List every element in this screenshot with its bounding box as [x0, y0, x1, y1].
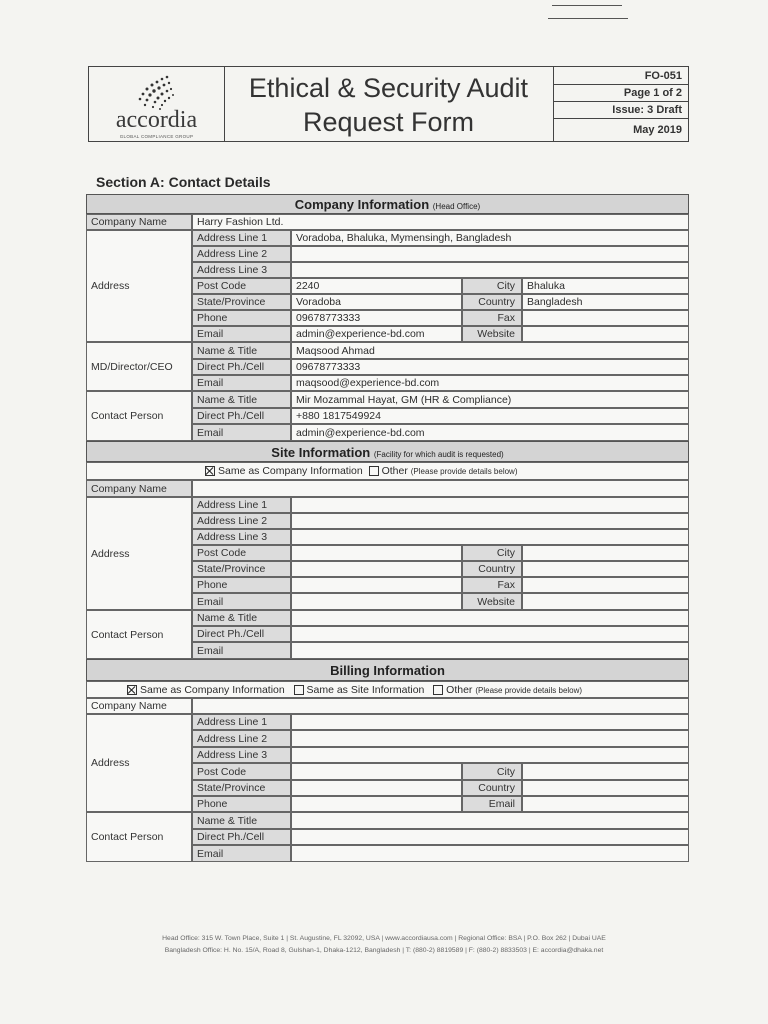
billing-addr2-field[interactable]: [291, 730, 689, 747]
billing-info-title: Billing Information: [330, 663, 445, 678]
billing-state-field[interactable]: [291, 780, 462, 796]
company-website-field[interactable]: [522, 326, 689, 342]
billing-other-note: (Please provide details below): [475, 686, 583, 695]
section-title: Section A: Contact Details: [96, 174, 271, 190]
company-info-band: [86, 194, 689, 214]
md-name-label: Name & Title: [192, 342, 291, 359]
document-header: [88, 66, 689, 142]
site-phone-label: Phone: [192, 577, 291, 593]
company-email-field[interactable]: admin@experience-bd.com: [291, 326, 462, 342]
billing-postcode-field[interactable]: [291, 763, 462, 780]
company-postcode-label: Post Code: [192, 278, 291, 294]
site-state-label: State/Province: [192, 561, 291, 577]
contact-name-field[interactable]: Mir Mozammal Hayat, GM (HR & Compliance): [291, 391, 689, 408]
company-postcode-field[interactable]: 2240: [291, 278, 462, 294]
billing-contact-email-field[interactable]: [291, 845, 689, 862]
billing-phone-label: Phone: [192, 796, 291, 812]
site-fax-field[interactable]: [522, 577, 689, 593]
billing-city-label: City: [462, 763, 522, 780]
site-city-label: City: [462, 545, 522, 561]
form-code: FO-051: [553, 67, 688, 85]
form-meta: [553, 67, 688, 141]
billing-city-field[interactable]: [522, 763, 689, 780]
site-contact-phone-label: Direct Ph./Cell: [192, 626, 291, 642]
site-addr1-field[interactable]: [291, 497, 689, 513]
company-email-label: Email: [192, 326, 291, 342]
billing-state-label: State/Province: [192, 780, 291, 796]
billing-contact-name-field[interactable]: [291, 812, 689, 829]
billing-email-field[interactable]: [522, 796, 689, 812]
company-name-label: Company Name: [86, 214, 192, 230]
site-postcode-field[interactable]: [291, 545, 462, 561]
site-phone-field[interactable]: [291, 577, 462, 593]
logo-wordmark: accordia: [115, 107, 198, 133]
logo-tagline: GLOBAL COMPLIANCE GROUP: [119, 134, 194, 139]
billing-addr1-field[interactable]: [291, 714, 689, 730]
billing-same-as-site-checkbox[interactable]: [294, 685, 304, 695]
site-contact-name-label: Name & Title: [192, 610, 291, 626]
billing-contact-phone-label: Direct Ph./Cell: [192, 829, 291, 845]
footer-head-office: Head Office: 315 W. Town Place, Suite 1 | St. Augustine, FL 32092, USA | www.accordiausa.com | Regional Office: BSA | P.O. Box 262 | Dubai UAE: [162, 935, 606, 942]
site-company-name-field[interactable]: [192, 480, 689, 497]
form-title-line2: Request Form: [302, 107, 475, 137]
site-contact-email-field[interactable]: [291, 642, 689, 659]
site-email-label: Email: [192, 593, 291, 610]
site-other-note: (Please provide details below): [410, 467, 518, 476]
form-title: [224, 67, 554, 141]
company-fax-field[interactable]: [522, 310, 689, 326]
md-email-label: Email: [192, 375, 291, 391]
billing-postcode-label: Post Code: [192, 763, 291, 780]
site-country-field[interactable]: [522, 561, 689, 577]
site-info-band: [86, 441, 689, 462]
company-addr3-label: Address Line 3: [192, 262, 291, 278]
billing-country-label: Country: [462, 780, 522, 796]
md-phone-label: Direct Ph./Cell: [192, 359, 291, 375]
billing-other-checkbox[interactable]: [433, 685, 443, 695]
company-phone-label: Phone: [192, 310, 291, 326]
billing-info-band: [86, 659, 689, 681]
billing-phone-field[interactable]: [291, 796, 462, 812]
billing-addr2-label: Address Line 2: [192, 730, 291, 747]
company-city-label: City: [462, 278, 522, 294]
site-contact-phone-field[interactable]: [291, 626, 689, 642]
company-info-title: Company Information: [294, 197, 430, 212]
contact-phone-label: Direct Ph./Cell: [192, 408, 291, 424]
billing-contact-email-label: Email: [192, 845, 291, 862]
billing-address-group-label: Address: [86, 714, 192, 812]
footer-bangladesh-office: Bangladesh Office: H. No. 15/A, Road 8, Gulshan-1, Dhaka-1212, Bangladesh | T: (880-2) 8819589 | F: (880-2) 8833503 | E: accordia@dhaka.net: [164, 947, 604, 954]
site-contact-email-label: Email: [192, 642, 291, 659]
form-title-line1: Ethical & Security Audit: [248, 73, 529, 103]
issue-status: Issue: 3 Draft: [553, 102, 688, 119]
contact-name-label: Name & Title: [192, 391, 291, 408]
md-phone-field[interactable]: 09678773333: [291, 359, 689, 375]
billing-company-name-field[interactable]: [192, 698, 689, 714]
site-postcode-label: Post Code: [192, 545, 291, 561]
billing-contact-phone-field[interactable]: [291, 829, 689, 845]
scan-artifact-line: [548, 18, 628, 19]
billing-other-label: Other: [446, 684, 473, 696]
site-address-group-label: Address: [86, 497, 192, 610]
site-info-subtitle: (Facility for which audit is requested): [373, 450, 504, 459]
site-options-row: [86, 462, 689, 480]
contact-phone-field[interactable]: +880 1817549924: [291, 408, 689, 424]
site-website-field[interactable]: [522, 593, 689, 610]
site-state-field[interactable]: [291, 561, 462, 577]
company-state-field[interactable]: Voradoba: [291, 294, 462, 310]
company-addr1-label: Address Line 1: [192, 230, 291, 246]
site-other-checkbox[interactable]: [369, 466, 379, 476]
md-name-field[interactable]: Maqsood Ahmad: [291, 342, 689, 359]
billing-same-as-company-checkbox[interactable]: [127, 685, 137, 695]
company-info-subtitle: (Head Office): [432, 202, 481, 211]
billing-country-field[interactable]: [522, 780, 689, 796]
billing-options-row: [86, 681, 689, 698]
site-addr2-field[interactable]: [291, 513, 689, 529]
site-same-as-company-checkbox[interactable]: [205, 466, 215, 476]
page-number: Page 1 of 2: [553, 85, 688, 102]
company-address-group-label: Address: [86, 230, 192, 342]
billing-addr3-field[interactable]: [291, 747, 689, 763]
billing-contact-name-label: Name & Title: [192, 812, 291, 829]
company-phone-field[interactable]: 09678773333: [291, 310, 462, 326]
company-fax-label: Fax: [462, 310, 522, 326]
site-other-label: Other: [381, 465, 408, 477]
md-group-label: MD/Director/CEO: [86, 342, 192, 391]
billing-addr3-label: Address Line 3: [192, 747, 291, 763]
billing-contact-group-label: Contact Person: [86, 812, 192, 862]
contact-email-label: Email: [192, 424, 291, 441]
site-country-label: Country: [462, 561, 522, 577]
site-addr2-label: Address Line 2: [192, 513, 291, 529]
billing-company-name-label: Company Name: [86, 698, 192, 714]
md-email-field[interactable]: maqsood@experience-bd.com: [291, 375, 689, 391]
company-country-field[interactable]: Bangladesh: [522, 294, 689, 310]
page-footer: [0, 933, 768, 957]
company-addr1-field[interactable]: Voradoba, Bhaluka, Mymensingh, Bangladesh: [291, 230, 689, 246]
company-state-label: State/Province: [192, 294, 291, 310]
contact-email-field[interactable]: admin@experience-bd.com: [291, 424, 689, 441]
site-company-name-label: Company Name: [86, 480, 192, 497]
site-addr3-label: Address Line 3: [192, 529, 291, 545]
site-contact-name-field[interactable]: [291, 610, 689, 626]
contact-group-label: Contact Person: [86, 391, 192, 441]
scan-artifact-line: [552, 5, 622, 6]
company-addr3-field[interactable]: [291, 262, 689, 278]
site-email-field[interactable]: [291, 593, 462, 610]
site-contact-group-label: Contact Person: [86, 610, 192, 659]
site-website-label: Website: [462, 593, 522, 610]
billing-email-label: Email: [462, 796, 522, 812]
contact-details-form: [86, 194, 689, 862]
company-addr2-field[interactable]: [291, 246, 689, 262]
site-addr1-label: Address Line 1: [192, 497, 291, 513]
site-info-title: Site Information: [271, 445, 371, 460]
company-addr2-label: Address Line 2: [192, 246, 291, 262]
issue-date: May 2019: [633, 124, 682, 136]
site-fax-label: Fax: [462, 577, 522, 593]
company-website-label: Website: [462, 326, 522, 342]
billing-same-as-site-label: Same as Site Information: [306, 684, 425, 696]
logo: [89, 67, 225, 141]
site-city-field[interactable]: [522, 545, 689, 561]
site-same-as-company-label: Same as Company Information: [218, 465, 363, 477]
site-addr3-field[interactable]: [291, 529, 689, 545]
company-city-field[interactable]: Bhaluka: [522, 278, 689, 294]
company-country-label: Country: [462, 294, 522, 310]
billing-same-as-company-label: Same as Company Information: [140, 684, 285, 696]
company-name-field[interactable]: Harry Fashion Ltd.: [192, 214, 689, 230]
billing-addr1-label: Address Line 1: [192, 714, 291, 730]
